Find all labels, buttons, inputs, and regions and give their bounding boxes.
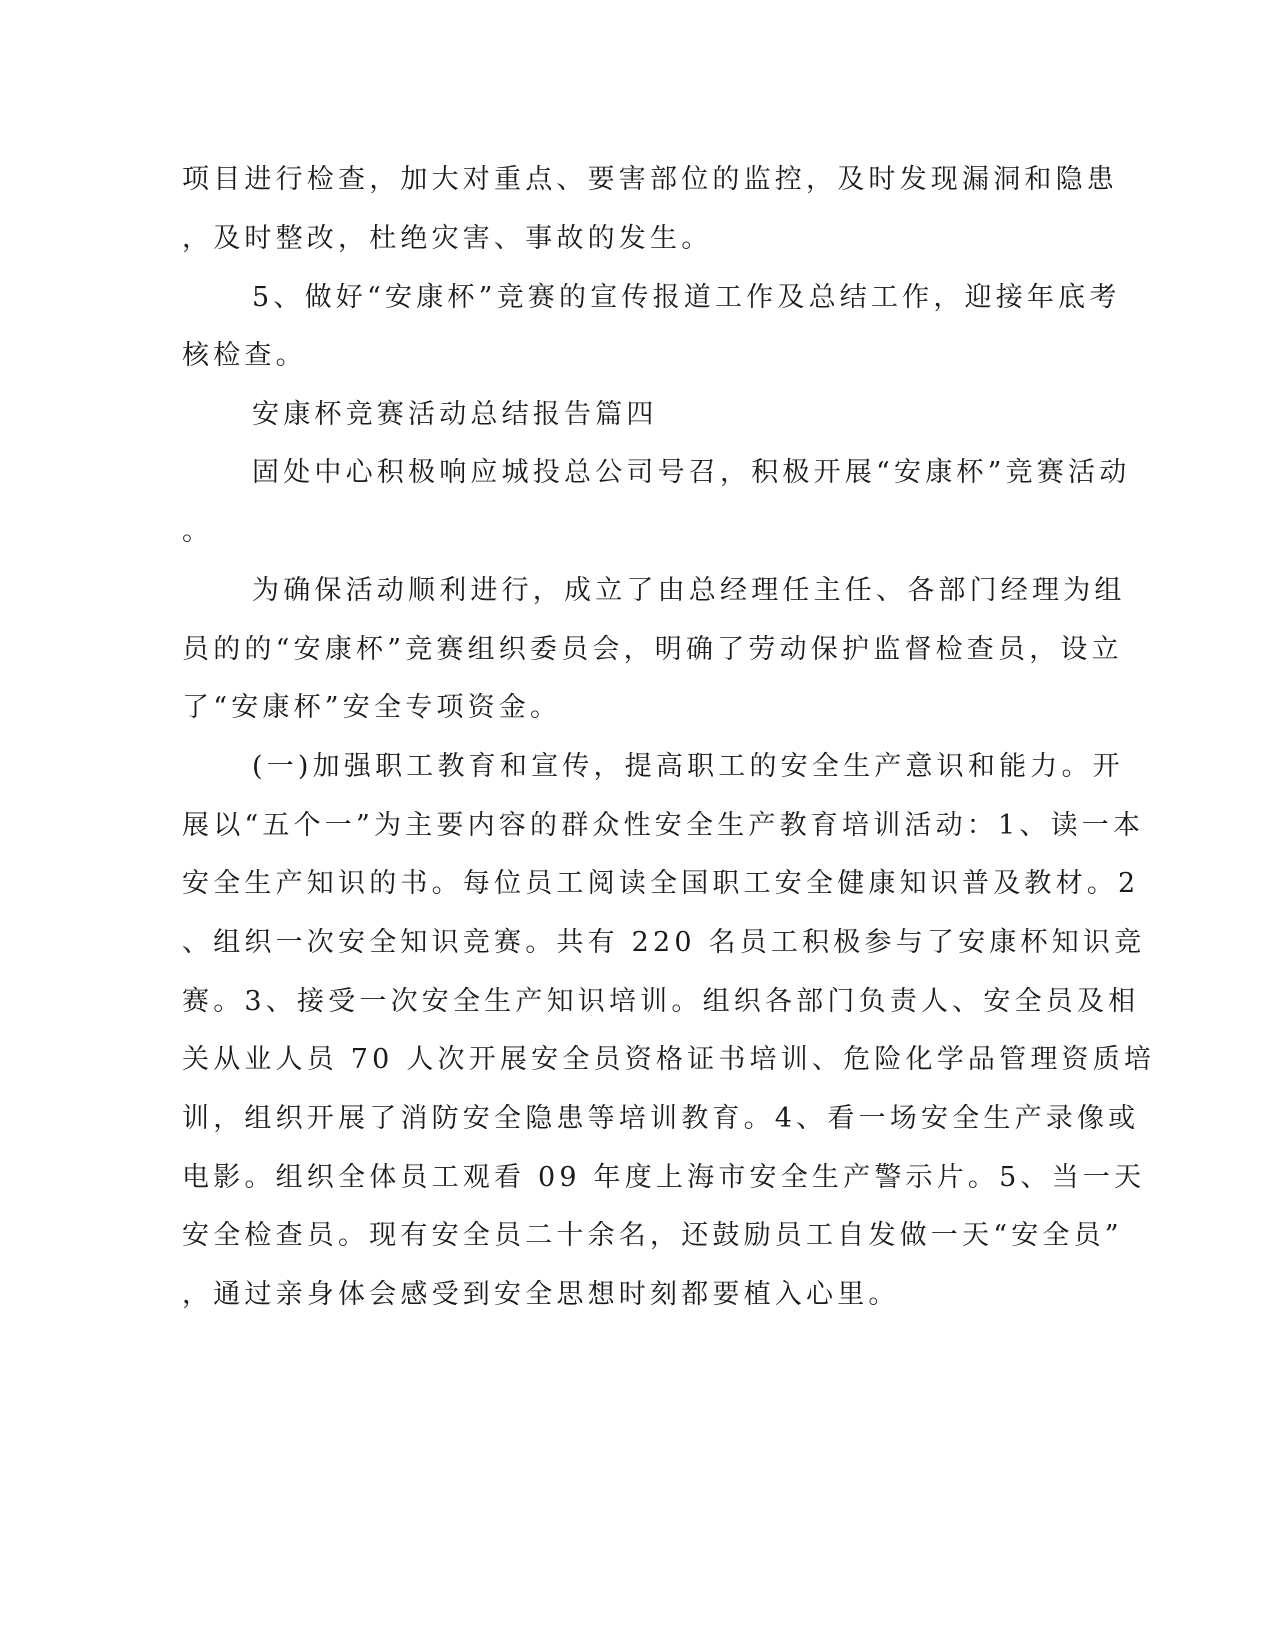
text-line: 关从业人员 70 人次开展安全员资格证书培训、危险化学品管理资质培 [182, 1044, 1156, 1075]
text-line: 为确保活动顺利进行，成立了由总经理任主任、各部门经理为组 [252, 575, 1126, 606]
text-line: 项目进行检查，加大对重点、要害部位的监控，及时发现漏洞和隐患 [182, 164, 1118, 195]
text-line: ，通过亲身体会感受到安全思想时刻都要植入心里。 [182, 1279, 900, 1310]
text-line: 安全生产知识的书。每位员工阅读全国职工安全健康知识普及教材。2 [182, 868, 1140, 899]
text-line: 核检查。 [182, 340, 307, 371]
text-line: 、组织一次安全知识竞赛。共有 220 名员工积极参与了安康杯知识竞 [182, 927, 1146, 958]
text-line: 电影。组织全体员工观看 09 年度上海市安全生产警示片。5、当一天 [182, 1162, 1146, 1193]
section-heading: 安康杯竞赛活动总结报告篇四 [252, 399, 658, 430]
text-line: 赛。3、接受一次安全生产知识培训。组织各部门负责人、安全员及相 [182, 986, 1140, 1017]
text-line: 固处中心积极响应城投总公司号召，积极开展“安康杯”竞赛活动 [252, 457, 1131, 488]
text-line: 展以“五个一”为主要内容的群众性安全生产教育培训活动：1、读一本 [182, 810, 1145, 841]
text-line: 安全检查员。现有安全员二十余名，还鼓励员工自发做一天“安全员” [182, 1220, 1123, 1251]
text-line: 了“安康杯”安全专项资金。 [182, 692, 562, 723]
text-line: ，及时整改，杜绝灾害、事故的发生。 [182, 223, 713, 254]
text-line: 训，组织开展了消防安全隐患等培训教育。4、看一场安全生产录像或 [182, 1103, 1140, 1134]
text-line: 员的的“安康杯”竞赛组织委员会，明确了劳动保护监督检查员，设立 [182, 634, 1123, 665]
text-line: 。 [182, 516, 214, 547]
text-line: (一)加强职工教育和宣传，提高职工的安全生产意识和能力。开 [252, 751, 1124, 782]
text-line: 5、做好“安康杯”竞赛的宣传报道工作及总结工作，迎接年底考 [252, 282, 1121, 313]
